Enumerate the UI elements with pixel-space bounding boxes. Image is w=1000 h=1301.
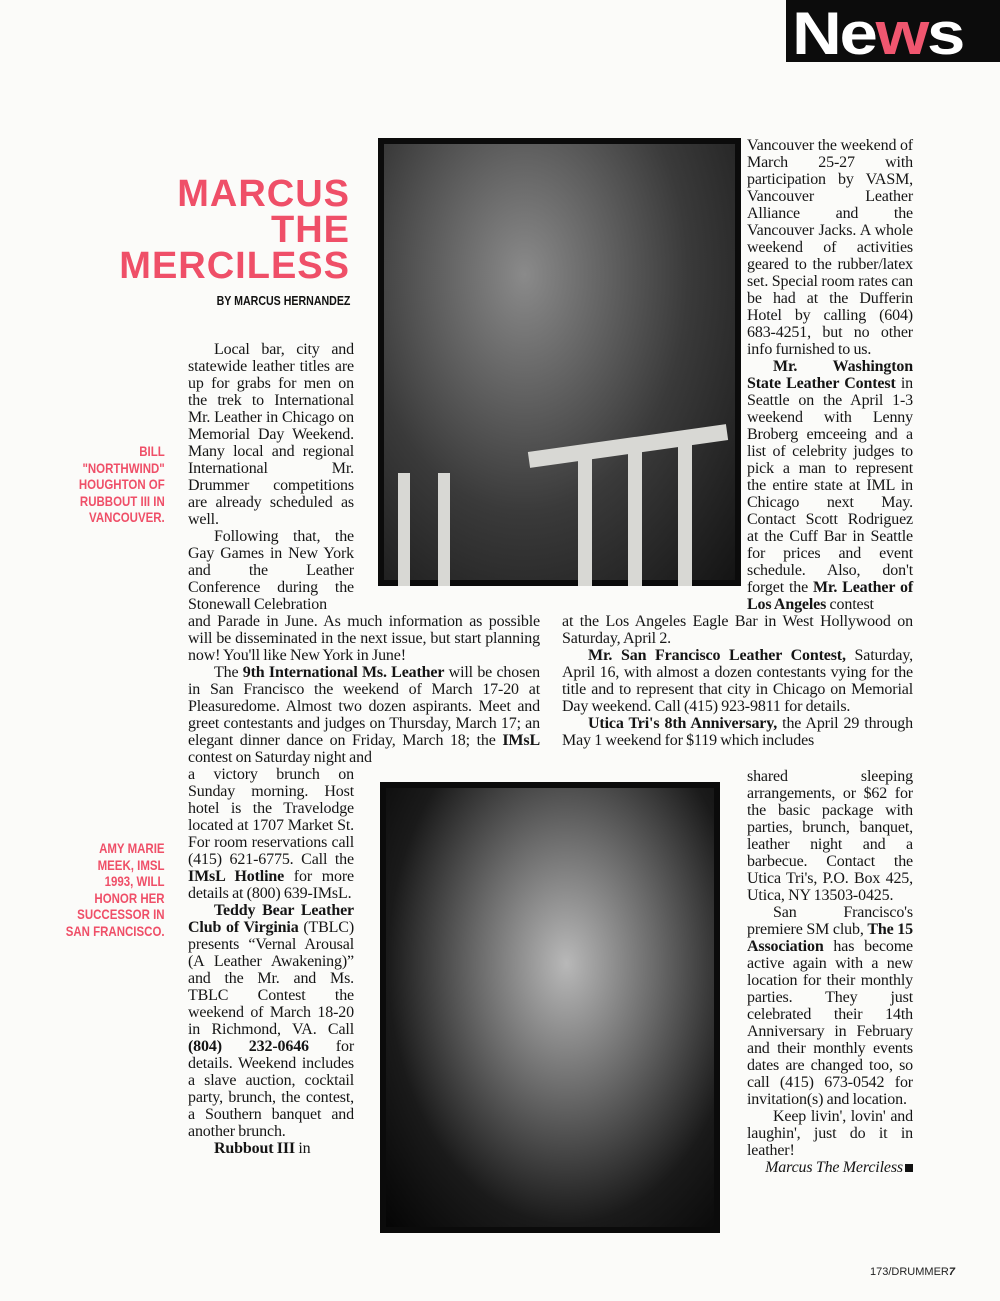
bold-text: IMsL bbox=[502, 732, 540, 749]
article-column-1-bottom bbox=[188, 766, 354, 1157]
bold-text: 9th International Ms. Leather bbox=[242, 664, 445, 681]
section-header-news bbox=[786, 0, 1000, 62]
paragraph bbox=[188, 902, 354, 1140]
article-column-2-top bbox=[747, 137, 913, 613]
section-header-part: s bbox=[926, 0, 964, 62]
photo-man-in-rubber-on-deck bbox=[378, 138, 741, 586]
paragraph bbox=[747, 358, 913, 613]
text: shared sleeping arrangements, or $62 for the basic package with parties, brunch, banquet, leather night and a barbecue. Contact the Utica Tri's, P.O. Box 425, Utica, NY 13503-0425. bbox=[747, 768, 913, 904]
paragraph bbox=[562, 647, 913, 715]
text: Keep livin', lovin' and laughin', just do it in leather! bbox=[747, 1108, 913, 1159]
bold-text: Mr. San Francisco Leather Contest, bbox=[588, 647, 846, 664]
text: Saturday, April 16, with almost a dozen contestants vying for the title and to represent that city in Chicago on Memorial Day weekend. Call (415) 923-9811 for details. bbox=[562, 647, 913, 715]
paragraph bbox=[188, 766, 354, 902]
title-line: MARCUS bbox=[177, 173, 350, 215]
text: a victory brunch on Sunday morning. Host hotel is the Travelodge located at 1707 Market St. For room reservations call (415) 621-6775. Call the bbox=[188, 766, 354, 868]
text: contest bbox=[826, 596, 874, 613]
paragraph bbox=[188, 613, 540, 664]
text: for more details at (800) 639-IMsL. bbox=[188, 868, 354, 902]
photo-caption-1: BILL "NORTHWIND" HOUGHTON OF RUBBOUT III IN VANCOUVER. bbox=[79, 443, 165, 525]
section-header-text bbox=[792, 0, 964, 62]
bold-text: The 15 Association bbox=[747, 921, 913, 955]
text: San Francisco's premiere SM club, bbox=[747, 904, 913, 938]
paragraph bbox=[562, 613, 913, 647]
article-column-1-top bbox=[188, 341, 354, 613]
signature-text: Marcus The Merciless bbox=[765, 1159, 903, 1176]
section-header-accent: w bbox=[875, 0, 927, 62]
text: Local bar, city and statewide leather titles are up for grabs for men on the trek to International Mr. Leather in Chicago on Memorial Day Weekend. Many local and regional International Mr. Drummer competitions are already scheduled as well. bbox=[188, 341, 354, 528]
article-wide-block-1 bbox=[188, 613, 540, 766]
text: for details. Weekend includes a slave auction, cocktail party, brunch, the contest, a Southern banquet and another brunch. bbox=[188, 1038, 355, 1140]
text: in Seattle on the April 1-3 weekend with Lenny Broberg emceeing and a list of celebrity judges to pick a man to represent the entire state at IML in Chicago next May. Contact Scott Rodriguez at the Cuff Bar in Seattle for prices and event schedule. Also, don't forget the bbox=[747, 375, 914, 596]
paragraph bbox=[747, 1108, 913, 1159]
paragraph bbox=[188, 664, 540, 766]
bold-text: Mr. Washington State Leather Contest bbox=[747, 358, 913, 392]
bold-text: Rubbout III bbox=[214, 1140, 296, 1157]
title-line: MERCILESS bbox=[119, 245, 350, 287]
text: Vancouver the weekend of March 25-27 with participation by VASM, Vancouver Leather Alliance and the Vancouver Jacks. A whole weekend of activities geared to the rubber/latex set. Special room rates can be had at the Dufferin Hotel by calling (604) 683-4251, but no other info furnished to us. bbox=[747, 137, 913, 358]
page-number: 7 bbox=[948, 1266, 955, 1278]
byline: BY MARCUS HERNANDEZ bbox=[216, 294, 350, 308]
photo-caption-2: AMY MARIE MEEK, IMSL 1993, WILL HONOR HER SUCCESSOR IN SAN FRANCISCO. bbox=[66, 840, 165, 939]
title-line: THE bbox=[271, 209, 350, 251]
paragraph bbox=[747, 904, 913, 1108]
bold-text: Utica Tri's 8th Anniversary, bbox=[588, 715, 778, 732]
bold-text: IMsL Hotline bbox=[188, 868, 285, 885]
paragraph bbox=[188, 341, 354, 528]
paragraph bbox=[188, 1140, 354, 1157]
text: (TBLC) presents “Vernal Arousal (A Leather Awakening)” and the Mr. and Ms. TBLC Contest the weekend of March 18-20 in Richmond, VA. Call bbox=[188, 919, 354, 1038]
text: has become active again with a new location for their monthly parties. They just celebrated their 14th Anniversary in February and their monthly events dates are changed too, so call (415) 673-0542 for invitation(s) and location. bbox=[747, 938, 913, 1108]
text: in bbox=[295, 1140, 311, 1157]
text: contest on Saturday night and bbox=[188, 749, 372, 766]
text: and Parade in June. As much information as possible will be disseminated in the next issue, but start planning now! You'll like New York in June! bbox=[188, 613, 540, 664]
page-folio bbox=[870, 1266, 955, 1278]
text: the April 29 through May 1 weekend for $119 which includes bbox=[562, 715, 913, 749]
photo-amy-marie-meek bbox=[380, 782, 720, 1233]
section-header-part: Ne bbox=[792, 0, 876, 62]
author-signature bbox=[747, 1159, 913, 1176]
text: will be chosen in San Francisco the weekend of March 17-20 at Pleasuredome. Almost two dozen aspirants. Meet and greet contestants and judges on Thursday, March 17; an elegant dinner dance on Friday, March 18; the bbox=[188, 664, 540, 749]
text: Following that, the Gay Games in New York and the Leather Conference during the Stonewall Celebration bbox=[188, 528, 354, 613]
text: at the Los Angeles Eagle Bar in West Hollywood on Saturday, April 2. bbox=[562, 613, 913, 647]
paragraph bbox=[747, 768, 913, 904]
paragraph bbox=[188, 528, 354, 613]
bold-text: Teddy Bear Leather Club of Virginia bbox=[188, 902, 354, 936]
paragraph bbox=[747, 137, 913, 358]
text: The bbox=[214, 664, 243, 681]
bold-text: Mr. Leather of Los Angeles bbox=[747, 579, 913, 613]
end-mark-icon bbox=[905, 1164, 913, 1172]
article-title bbox=[119, 173, 350, 287]
article-column-2-bottom bbox=[747, 768, 913, 1176]
bold-text: (804) 232-0646 bbox=[188, 1038, 309, 1055]
folio-text: 173/DRUMMER bbox=[870, 1266, 949, 1278]
paragraph bbox=[562, 715, 913, 749]
article-wide-block-2 bbox=[562, 613, 913, 749]
